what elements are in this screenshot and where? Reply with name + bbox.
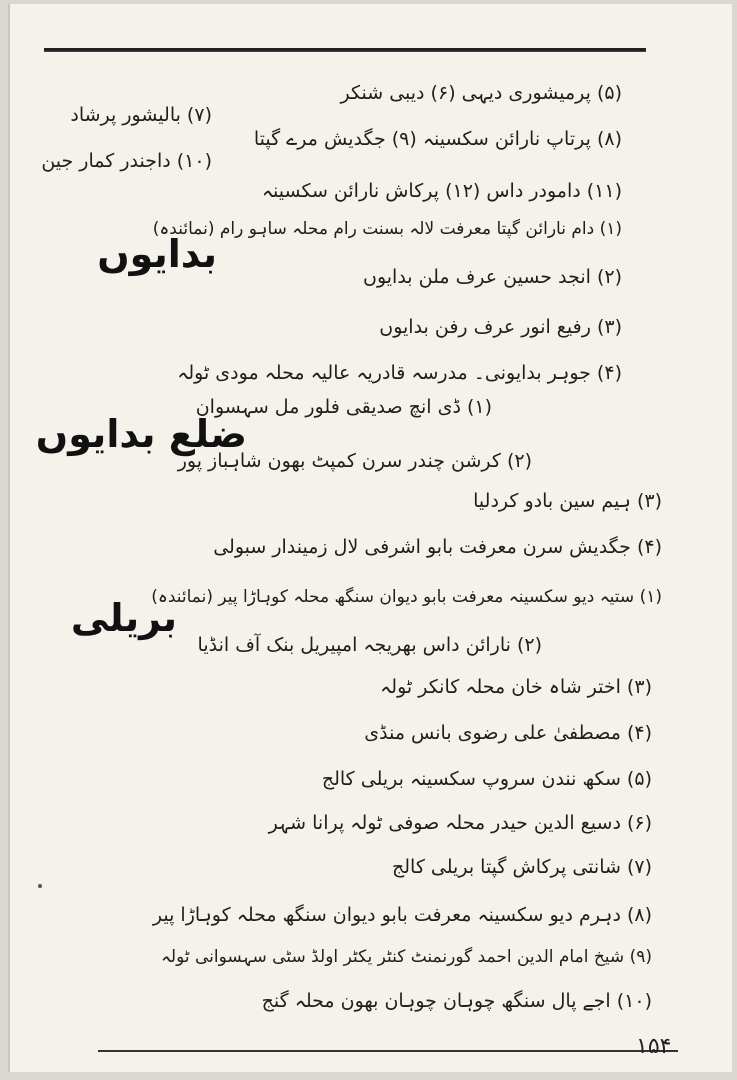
ink-speck <box>38 884 42 888</box>
list-line-10: (۱) ڈی انچ صدیقی فلور مل سہسوان <box>195 396 492 418</box>
book-page <box>8 4 732 1072</box>
list-line-20: (۷) شانتی پرکاش گپتا بریلی کالج <box>392 856 652 878</box>
list-line-18: (۵) سکھ نندن سروپ سکسینہ بریلی کالج <box>321 768 652 790</box>
list-line-21: (۸) دہرم دیو سکسینہ معرفت بابو دیوان سنگھ محلہ کوہاڑا پیر <box>152 904 652 926</box>
list-line-4: (۱۰) داجندر کمار جین <box>41 150 212 172</box>
list-line-6: (۱) دام نارائن گپتا معرفت لالہ بسنت رام محلہ ساہو رام (نمائندہ) <box>152 219 622 239</box>
list-line-8: (۳) رفیع انور عرف رفن بدایوں <box>379 316 622 338</box>
list-line-1: (۵) پرمیشوری دیہی (۶) دیبی شنکر <box>340 82 622 104</box>
heading-bareilly: بریلی <box>70 596 177 640</box>
top-rule <box>44 48 646 52</box>
list-line-17: (۴) مصطفیٰ علی رضوی بانس منڈی <box>364 722 652 744</box>
list-line-9: (۴) جوہر بدایونی۔ مدرسہ قادریہ عالیہ محلہ مودی ٹولہ <box>177 362 622 384</box>
list-line-16: (۳) اختر شاہ خان محلہ کانکر ٹولہ <box>380 676 652 698</box>
list-line-15: (۲) نارائن داس بھریجہ امپیریل بنک آف انڈیا <box>197 634 542 656</box>
list-line-2: (۷) بالیشور پرشاد <box>70 104 212 126</box>
list-line-12: (۳) ہیم سین بادو کردلیا <box>473 490 662 512</box>
list-line-7: (۲) انجد حسین عرف ملن بدایوں <box>363 266 622 288</box>
list-line-13: (۴) جگدیش سرن معرفت بابو اشرفی لال زمیندار سبولی <box>213 536 662 558</box>
list-line-23: (۱۰) اجے پال سنگھ چوہان چوہان بھون محلہ گنج <box>261 990 652 1012</box>
list-line-22: (۹) شیخ امام الدین احمد گورنمنٹ کنٹر یکٹر اولڈ سٹی سہسوانی ٹولہ <box>160 947 652 967</box>
heading-district-badaun: ضلع بدایوں <box>35 412 247 456</box>
list-line-14: (۱) ستیہ دیو سکسینہ معرفت بابو دیوان سنگھ محلہ کوہاڑا پیر (نمائندہ) <box>151 587 662 607</box>
list-line-11: (۲) کرشن چندر سرن کمپٹ بھون شاہباز پور <box>177 450 532 472</box>
page-number: ۱۵۴ <box>636 1034 672 1059</box>
list-line-19: (۶) دسیع الدین حیدر محلہ صوفی ٹولہ پرانا شہر <box>268 812 652 834</box>
list-line-5: (۱۱) دامودر داس (۱۲) پرکاش نارائن سکسینہ <box>261 180 622 202</box>
heading-badaun: بدایوں <box>97 232 217 276</box>
list-line-3: (۸) پرتاپ نارائن سکسینہ (۹) جگدیش مرے گپتا <box>253 128 622 150</box>
bottom-rule <box>98 1050 678 1052</box>
